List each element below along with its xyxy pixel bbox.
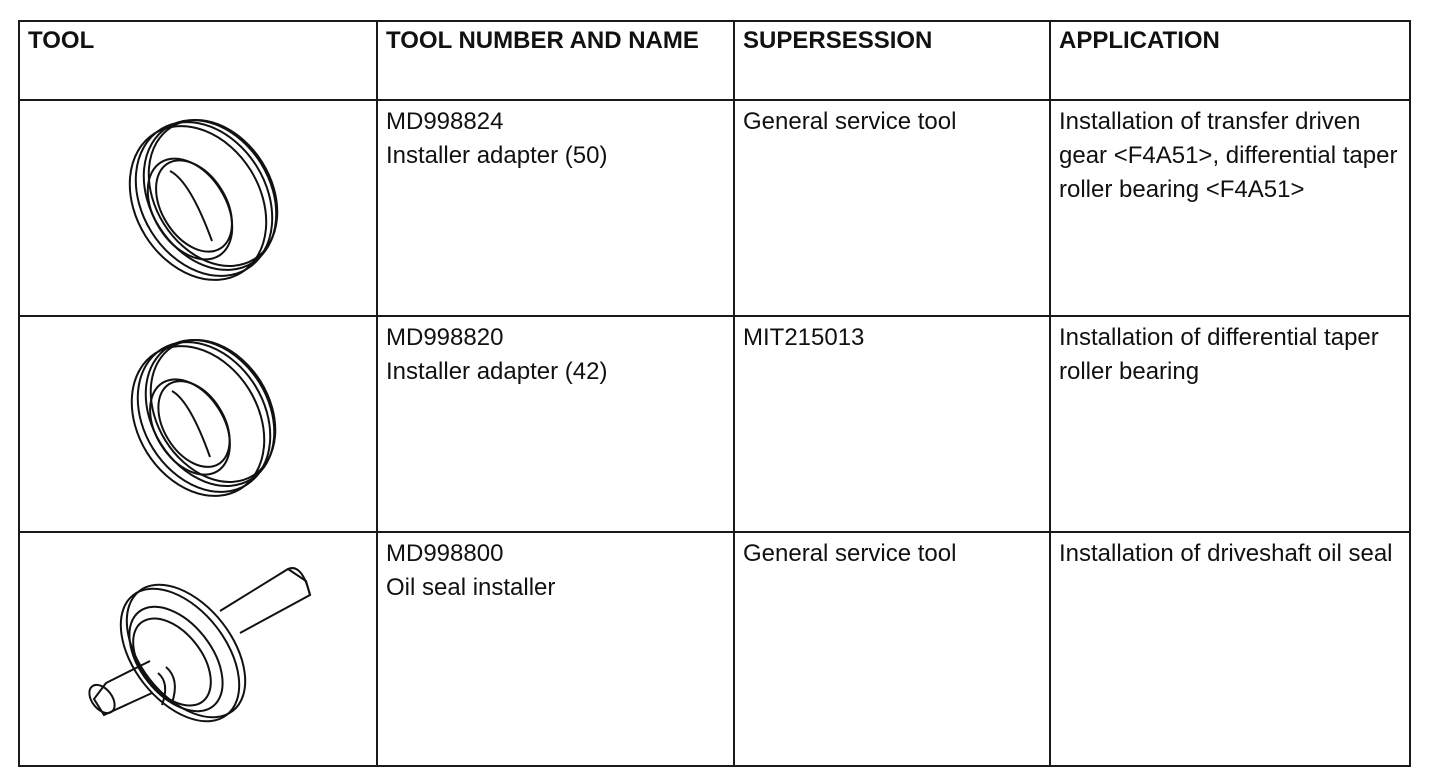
table-row (19, 532, 1410, 766)
application-cell: Installation of driveshaft oil seal (1050, 532, 1410, 766)
tool-illustration-cell (19, 532, 377, 766)
tool-number: MD998800 (386, 540, 504, 567)
tool-illustration-cell (19, 316, 377, 532)
special-tools-table (18, 20, 1411, 767)
ring-adapter-icon (20, 317, 376, 529)
header-tool-number-and-name: TOOL NUMBER AND NAME (377, 21, 734, 100)
tool-number-name-cell (377, 100, 734, 316)
header-tool: TOOL (19, 21, 377, 100)
tool-name: Installer adapter (42) (386, 358, 608, 385)
tool-name: Installer adapter (50) (386, 142, 608, 169)
tool-number: MD998824 (386, 108, 504, 135)
table-row (19, 100, 1410, 316)
tool-number: MD998820 (386, 324, 504, 351)
supersession-cell: MIT215013 (734, 316, 1050, 532)
supersession-cell: General service tool (734, 100, 1050, 316)
header-application: APPLICATION (1050, 21, 1410, 100)
tool-number-name-cell (377, 532, 734, 766)
table-row (19, 316, 1410, 532)
application-cell: Installation of differential taper roller bearing (1050, 316, 1410, 532)
tool-name: Oil seal installer (386, 574, 556, 601)
ring-adapter-icon (20, 101, 376, 313)
tool-number-name-cell (377, 316, 734, 532)
application-cell: Installation of transfer driven gear <F4A51>, differential taper roller bearing <F4A51> (1050, 100, 1410, 316)
supersession-cell: General service tool (734, 532, 1050, 766)
tool-illustration-cell (19, 100, 377, 316)
oil-seal-installer-icon (20, 533, 376, 761)
header-supersession: SUPERSESSION (734, 21, 1050, 100)
table-header-row (19, 21, 1410, 100)
